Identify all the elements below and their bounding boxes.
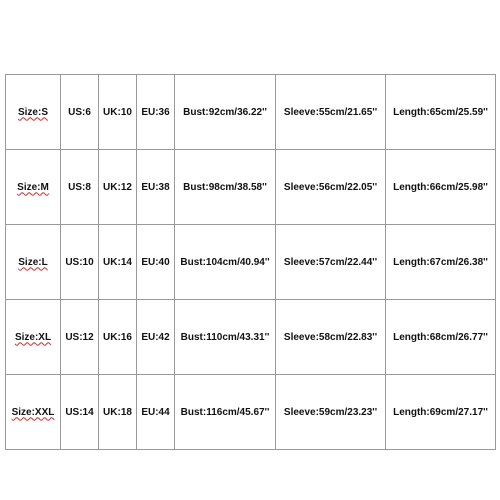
length-cell: Length:68cm/26.77'' xyxy=(386,300,496,375)
uk-size-cell: UK:18 xyxy=(99,375,137,450)
length-cell: Length:67cm/26.38'' xyxy=(386,225,496,300)
size-label: Size:S xyxy=(17,106,48,118)
us-size-cell: US:14 xyxy=(61,375,99,450)
size-row-m xyxy=(6,150,496,225)
uk-size-cell: UK:10 xyxy=(99,75,137,150)
sleeve-cell: Sleeve:55cm/21.65'' xyxy=(276,75,386,150)
eu-size-cell: EU:42 xyxy=(137,300,175,375)
eu-size-cell: EU:38 xyxy=(137,150,175,225)
length-cell: Length:66cm/25.98'' xyxy=(386,150,496,225)
size-cell xyxy=(6,300,61,375)
sleeve-cell: Sleeve:58cm/22.83'' xyxy=(276,300,386,375)
size-cell xyxy=(6,150,61,225)
size-label: Size:XXL xyxy=(11,406,55,418)
length-cell: Length:69cm/27.17'' xyxy=(386,375,496,450)
size-cell xyxy=(6,375,61,450)
bust-cell: Bust:92cm/36.22'' xyxy=(175,75,276,150)
size-label: Size:XL xyxy=(14,331,52,343)
eu-size-cell: EU:44 xyxy=(137,375,175,450)
uk-size-cell: UK:16 xyxy=(99,300,137,375)
size-row-xxl xyxy=(6,375,496,450)
us-size-cell: US:6 xyxy=(61,75,99,150)
bust-cell: Bust:110cm/43.31'' xyxy=(175,300,276,375)
eu-size-cell: EU:40 xyxy=(137,225,175,300)
size-row-s xyxy=(6,75,496,150)
sleeve-cell: Sleeve:59cm/23.23'' xyxy=(276,375,386,450)
eu-size-cell: EU:36 xyxy=(137,75,175,150)
sleeve-cell: Sleeve:56cm/22.05'' xyxy=(276,150,386,225)
uk-size-cell: UK:14 xyxy=(99,225,137,300)
us-size-cell: US:12 xyxy=(61,300,99,375)
size-cell xyxy=(6,225,61,300)
us-size-cell: US:10 xyxy=(61,225,99,300)
size-label: Size:L xyxy=(18,256,48,268)
uk-size-cell: UK:12 xyxy=(99,150,137,225)
size-chart-table xyxy=(5,74,496,450)
size-row-xl xyxy=(6,300,496,375)
bust-cell: Bust:116cm/45.67'' xyxy=(175,375,276,450)
us-size-cell: US:8 xyxy=(61,150,99,225)
length-cell: Length:65cm/25.59'' xyxy=(386,75,496,150)
sleeve-cell: Sleeve:57cm/22.44'' xyxy=(276,225,386,300)
size-cell xyxy=(6,75,61,150)
size-label: Size:M xyxy=(17,181,49,193)
size-row-l xyxy=(6,225,496,300)
bust-cell: Bust:104cm/40.94'' xyxy=(175,225,276,300)
bust-cell: Bust:98cm/38.58'' xyxy=(175,150,276,225)
